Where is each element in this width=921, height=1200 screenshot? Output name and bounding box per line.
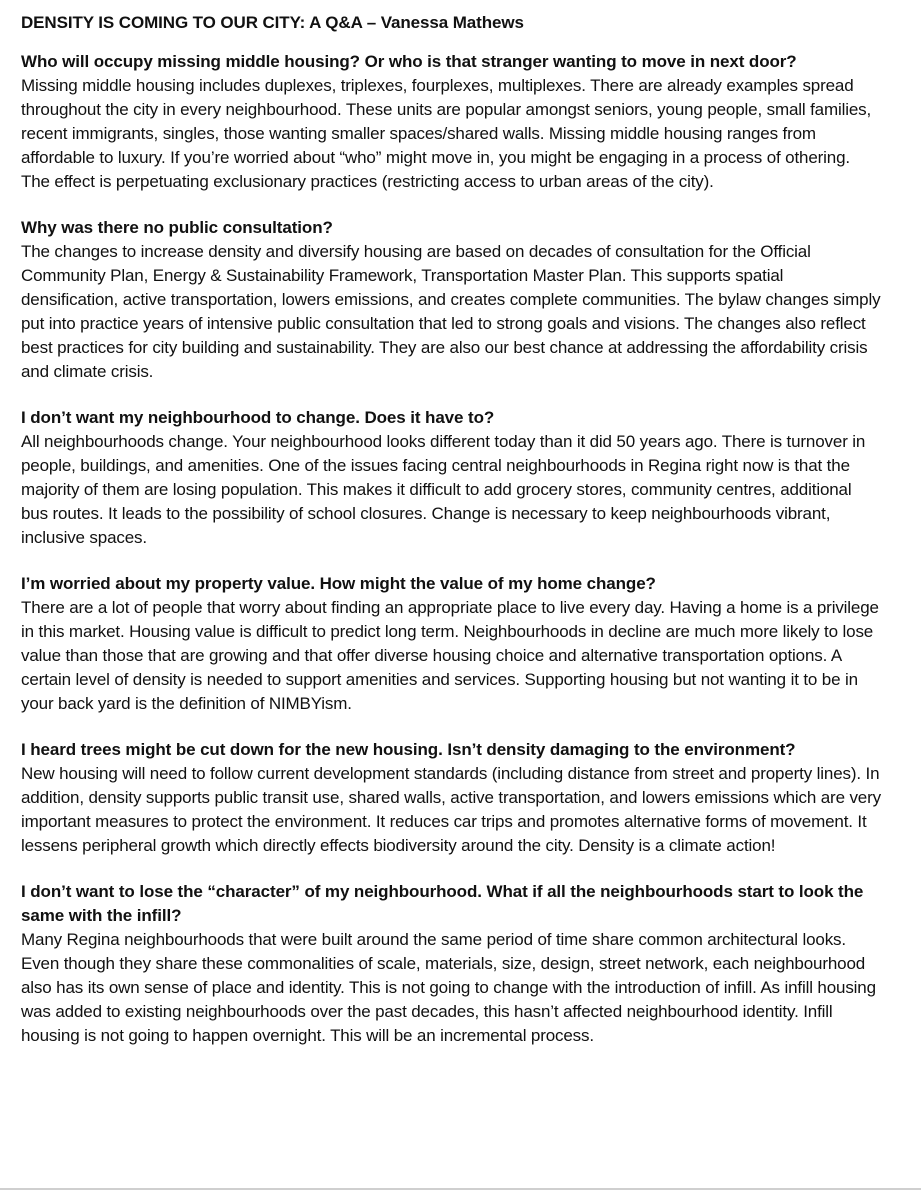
- question-heading: I heard trees might be cut down for the new housing. Isn’t density damaging to the environment?: [21, 740, 796, 759]
- answer-paragraph: The changes to increase density and diversify housing are based on decades of consultation for the Official Community Plan, Energy & Sustainability Framework, Transportation Master Plan. This supports spatial densification, active transportation, lowers emissions, and creates complete communities. The bylaw changes simply put into practice years of intensive public consultation that led to strong goals and visions. The changes also reflect best practices for city building and sustainability. They are also our best chance at addressing the affordability crisis and climate crisis.: [21, 242, 881, 381]
- answer-paragraph: All neighbourhoods change. Your neighbourhood looks different today than it did 50 years ago. There is turnover in people, buildings, and amenities. One of the issues facing central neighbourhoods in Regina right now is that the majority of them are losing population. This makes it difficult to add grocery stores, community centres, additional bus routes. It leads to the possibility of school closures. Change is necessary to keep neighbourhoods vibrant, inclusive spaces.: [21, 432, 866, 547]
- page-bottom-divider: [0, 1188, 921, 1190]
- answer-paragraph: Many Regina neighbourhoods that were built around the same period of time share common architectural looks. Even though they share these commonalities of scale, materials, size, design, street network, each neighbourhood also has its own sense of place and identity. This is not going to change with the introduction of infill. As infill housing was added to existing neighbourhoods over the past decades, this hasn’t affected neighbourhood identity. Infill housing is not going to happen overnight. This will be an incremental process.: [21, 930, 876, 1045]
- question-heading: Who will occupy missing middle housing? Or who is that stranger wanting to move in next door?: [21, 52, 797, 71]
- qa-section: [21, 50, 881, 194]
- qa-section: [21, 738, 881, 858]
- qa-section: [21, 406, 881, 550]
- qa-section: [21, 572, 881, 716]
- document-title: DENSITY IS COMING TO OUR CITY: A Q&A – Vanessa Mathews: [21, 13, 524, 32]
- question-heading: I don’t want to lose the “character” of my neighbourhood. What if all the neighbourhoods start to look the same with the infill?: [21, 882, 864, 925]
- qa-section: [21, 216, 881, 384]
- question-heading: I’m worried about my property value. How might the value of my home change?: [21, 574, 656, 593]
- question-heading: I don’t want my neighbourhood to change. Does it have to?: [21, 408, 495, 427]
- answer-paragraph: Missing middle housing includes duplexes, triplexes, fourplexes, multiplexes. There are already examples spread throughout the city in every neighbourhood. These units are popular amongst seniors, young people, small families, recent immigrants, singles, those wanting smaller spaces/shared walls. Missing middle housing ranges from affordable to luxury. If you’re worried about “who” might move in, you might be engaging in a process of othering. The effect is perpetuating exclusionary practices (restricting access to urban areas of the city).: [21, 76, 872, 191]
- qa-section: [21, 880, 881, 1048]
- answer-paragraph: New housing will need to follow current development standards (including distance from street and property lines). In addition, density supports public transit use, shared walls, active transportation, and lowers emissions which are very important measures to protect the environment. It reduces car trips and promotes alternative forms of movement. It lessens peripheral growth which directly effects biodiversity around the city. Density is a climate action!: [21, 764, 881, 855]
- question-heading: Why was there no public consultation?: [21, 218, 333, 237]
- answer-paragraph: There are a lot of people that worry about finding an appropriate place to live every day. Having a home is a privilege in this market. Housing value is difficult to predict long term. Neighbourhoods in decline are much more likely to lose value than those that are growing and that offer diverse housing choice and alternative transportation options. A certain level of density is needed to support amenities and services. Supporting housing but not wanting it to be in your back yard is the definition of NIMBYism.: [21, 598, 879, 713]
